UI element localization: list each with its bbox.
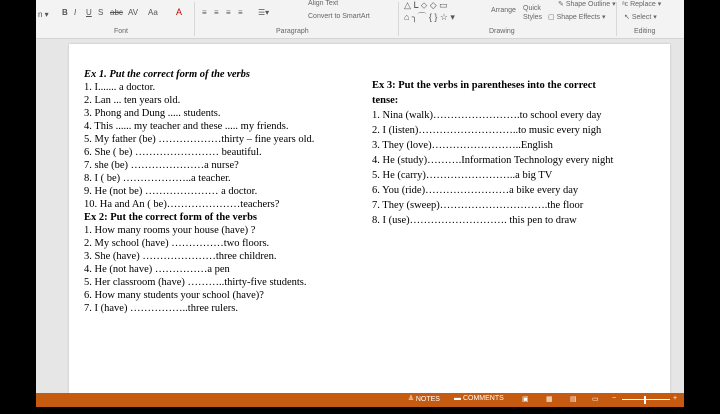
font-color-icon[interactable]: A (176, 7, 183, 17)
ex3-item: 7. They (sweep)………………………….the floor (372, 200, 584, 211)
zoom-out-icon[interactable]: − (612, 395, 617, 402)
editing-group-label: Editing (634, 28, 656, 35)
comments-button[interactable]: ▬ COMMENTS (454, 395, 504, 402)
shape-outline-button[interactable]: ✎ Shape Outline ▾ (558, 1, 616, 8)
shadow-icon[interactable]: S (98, 8, 104, 17)
ex2-item: 5. Her classroom (have) ………..thirty-five students. (84, 277, 307, 288)
ex1-item: 4. This ...... my teacher and these ..... my friends. (84, 121, 289, 132)
slideshow-icon[interactable]: ▭ (592, 396, 599, 403)
align-text-button[interactable]: Align Text (308, 0, 339, 7)
divider (398, 2, 399, 36)
shape-effects-button[interactable]: ▢ Shape Effects ▾ (548, 14, 606, 21)
ex1-item: 2. Lan ... ten years old. (84, 95, 181, 106)
notes-label: NOTES (415, 396, 440, 403)
zoom-slider[interactable] (622, 399, 670, 400)
character-spacing-icon[interactable]: AV (128, 8, 139, 17)
ex1-title: Ex 1. Put the correct form of the verbs (84, 69, 250, 80)
normal-view-icon[interactable]: ▣ (522, 396, 529, 403)
shapes-gallery-icon[interactable]: △ ᒪ ⬦ ◇ ▭ (404, 0, 448, 10)
ex2-item: 2. My school (have) ……………two floors. (84, 238, 270, 249)
ex2-item: 6. How many students your school (have)? (84, 290, 264, 301)
arrange-button[interactable]: Arrange (491, 7, 516, 14)
left-black-border (0, 0, 36, 414)
right-black-border (684, 0, 720, 414)
slide-sorter-icon[interactable]: ▦ (546, 396, 553, 403)
ex3-item: 5. He (carry)……………………..a big TV (372, 170, 553, 181)
ex3-item: 2. I (listen)………………………..to music every nigh (372, 125, 602, 136)
change-case-button[interactable]: Aa (148, 8, 158, 17)
ex3-title-line1: Ex 3: Put the verbs in parentheses into the correct (372, 80, 596, 91)
quick-styles-button[interactable]: Quick Styles (523, 5, 543, 21)
ex3-item: 8. I (use)………………………. this pen to draw (372, 215, 577, 226)
shape-effects-label: Shape Effects (556, 14, 601, 21)
divider (194, 2, 195, 36)
align-right-icon[interactable]: ≡ (226, 8, 231, 17)
ex1-item: 10. Ha and An ( be)…………………teachers? (84, 199, 280, 210)
notes-button[interactable]: ≜ NOTES (408, 396, 440, 403)
ex2-item: 7. I (have) ……………..three rulers. (84, 303, 238, 314)
ex2-item: 4. He (not have) ……………a pen (84, 264, 230, 275)
italic-icon[interactable]: I (74, 8, 77, 17)
convert-smartart-button[interactable]: Convert to SmartArt (308, 13, 370, 20)
drawing-group-label: Drawing (489, 28, 515, 35)
ex1-item: 6. She ( be) …………………… beautiful. (84, 147, 262, 158)
status-bar (36, 393, 684, 407)
ex2-title: Ex 2: Put the correct form of the verbs (84, 212, 257, 223)
font-group-label: Font (114, 28, 129, 35)
ribbon (36, 0, 684, 39)
justify-icon[interactable]: ≡ (238, 8, 243, 17)
divider (616, 2, 617, 36)
ex3-title-line2: tense: (372, 95, 399, 106)
select-button[interactable]: ↖ Select ▾ (624, 14, 657, 21)
replace-button[interactable]: ᵃc Replace ▾ (622, 1, 662, 8)
comments-label: COMMENTS (462, 395, 504, 402)
ex1-item: 9. He (not be) ………………… a doctor. (84, 186, 258, 197)
ex3-item: 3. They (love)……………………..English (372, 140, 553, 151)
ex1-item: 5. My father (be) ………………thirty – fine years old. (84, 134, 315, 145)
reading-view-icon[interactable]: ▤ (570, 396, 577, 403)
strikethrough-icon[interactable]: abc (110, 8, 123, 17)
ex3-item: 6. You (ride)……………………a bike every day (372, 185, 579, 196)
shapes-gallery-row-icon[interactable]: ⌂ ╮⌒ { } ☆ ▾ (404, 12, 455, 22)
ex2-item: 1. How many rooms your house (have) ? (84, 225, 256, 236)
columns-icon[interactable]: ☰▾ (258, 8, 270, 17)
ex2-item: 3. She (have) …………………three children. (84, 251, 277, 262)
underline-icon[interactable]: U (86, 8, 92, 17)
ex1-item: 7. she (be) …………………a nurse? (84, 160, 239, 171)
zoom-slider-thumb[interactable] (644, 396, 646, 404)
ex3-item: 4. He (study)……….Information Technology every night (372, 155, 614, 166)
ex1-item: 3. Phong and Dung ..... students. (84, 108, 221, 119)
align-center-icon[interactable]: ≡ (214, 8, 219, 17)
align-left-icon[interactable]: ≡ (202, 8, 207, 17)
ex1-item: 8. I ( be) ………………..a teacher. (84, 173, 231, 184)
paragraph-group-label: Paragraph (276, 28, 309, 35)
select-label: Select (631, 14, 652, 21)
slide[interactable] (69, 44, 670, 393)
replace-label: Replace (630, 1, 656, 8)
shape-outline-label: Shape Outline (565, 1, 611, 8)
ex1-item: 1. I....... a doctor. (84, 82, 156, 93)
bold-icon[interactable]: B (62, 8, 68, 17)
dropdown-arrow-icon[interactable]: n ▾ (38, 10, 49, 19)
bottom-black-border (0, 407, 720, 414)
zoom-in-icon[interactable]: + (673, 395, 678, 402)
ex3-item: 1. Nina (walk)…………………….to school every day (372, 110, 602, 121)
